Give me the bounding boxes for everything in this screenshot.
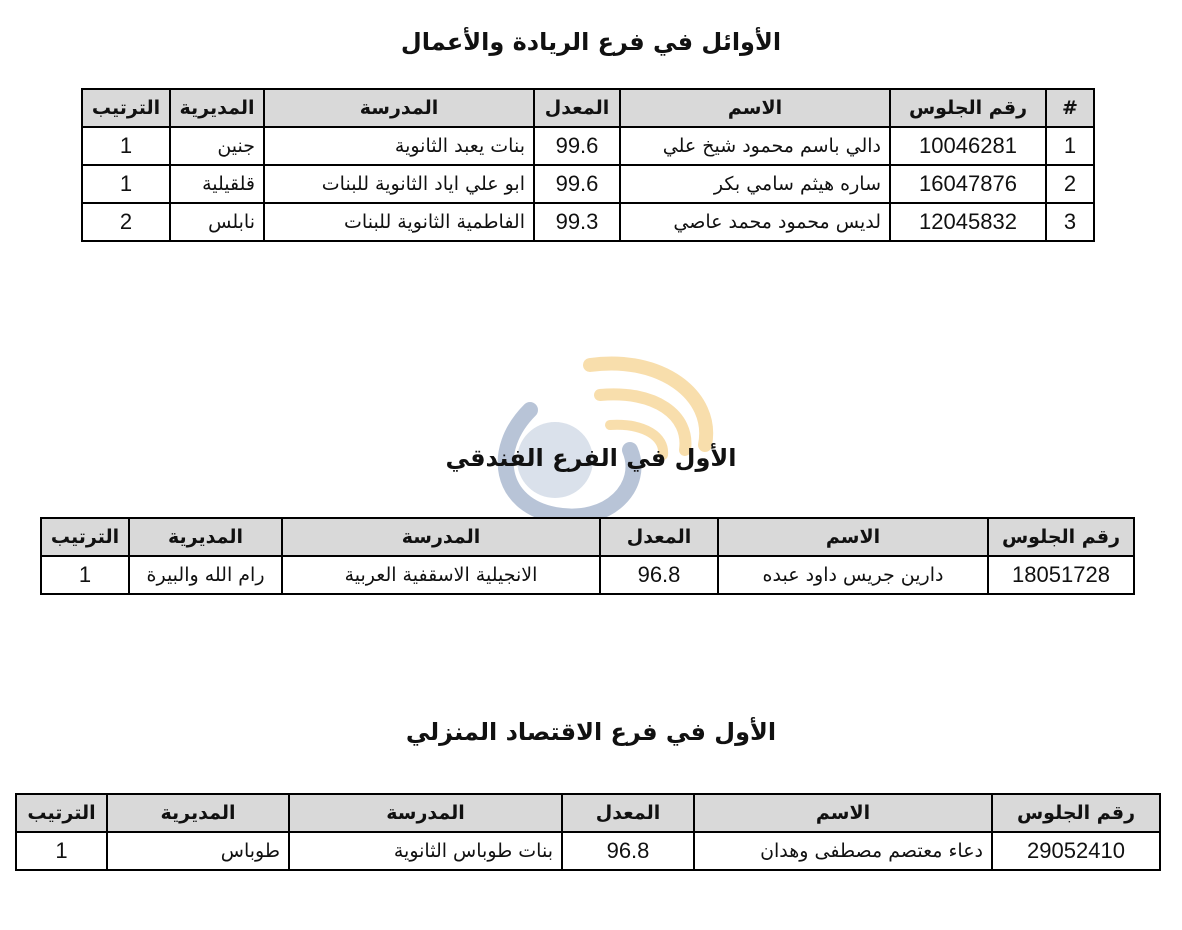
cell-school: الفاطمية الثانوية للبنات bbox=[264, 203, 534, 241]
cell-index: 2 bbox=[1046, 165, 1094, 203]
section-title-hospitality: الأول في الفرع الفندقي bbox=[445, 444, 737, 472]
cell-rank: 2 bbox=[82, 203, 170, 241]
cell-seat-number: 16047876 bbox=[890, 165, 1046, 203]
cell-seat-number: 29052410 bbox=[992, 832, 1160, 870]
col-header-directorate: المديرية bbox=[107, 794, 289, 832]
section-title-entrepreneurship: الأوائل في فرع الريادة والأعمال bbox=[400, 28, 782, 56]
cell-name: دعاء معتصم مصطفى وهدان bbox=[694, 832, 992, 870]
cell-rank: 1 bbox=[16, 832, 107, 870]
cell-seat-number: 18051728 bbox=[988, 556, 1134, 594]
col-header-rank: الترتيب bbox=[41, 518, 129, 556]
col-header-school: المدرسة bbox=[264, 89, 534, 127]
col-header-school: المدرسة bbox=[282, 518, 600, 556]
cell-directorate: نابلس bbox=[170, 203, 264, 241]
cell-name: دالي باسم محمود شيخ علي bbox=[620, 127, 890, 165]
cell-directorate: جنين bbox=[170, 127, 264, 165]
cell-rank: 1 bbox=[41, 556, 129, 594]
cell-rank: 1 bbox=[82, 165, 170, 203]
cell-directorate: طوباس bbox=[107, 832, 289, 870]
col-header-seat-number: رقم الجلوس bbox=[992, 794, 1160, 832]
cell-name: دارين جريس داود عبده bbox=[718, 556, 988, 594]
cell-average: 99.3 bbox=[534, 203, 620, 241]
cell-seat-number: 12045832 bbox=[890, 203, 1046, 241]
table-row bbox=[82, 165, 1094, 203]
col-header-seat-number: رقم الجلوس bbox=[988, 518, 1134, 556]
table-row bbox=[82, 203, 1094, 241]
col-header-average: المعدل bbox=[600, 518, 718, 556]
cell-index: 3 bbox=[1046, 203, 1094, 241]
cell-directorate: قلقيلية bbox=[170, 165, 264, 203]
results-table-entrepreneurship bbox=[81, 88, 1095, 242]
results-table-hospitality bbox=[40, 517, 1135, 595]
cell-average: 99.6 bbox=[534, 165, 620, 203]
results-table-home-economics bbox=[15, 793, 1161, 871]
cell-index: 1 bbox=[1046, 127, 1094, 165]
cell-school: ابو علي اياد الثانوية للبنات bbox=[264, 165, 534, 203]
table-row bbox=[82, 127, 1094, 165]
col-header-name: الاسم bbox=[718, 518, 988, 556]
cell-school: الانجيلية الاسقفية العربية bbox=[282, 556, 600, 594]
col-header-directorate: المديرية bbox=[129, 518, 282, 556]
cell-school: بنات طوباس الثانوية bbox=[289, 832, 562, 870]
table-row bbox=[41, 556, 1134, 594]
cell-name: ساره هيثم سامي بكر bbox=[620, 165, 890, 203]
col-header-seat-number: رقم الجلوس bbox=[890, 89, 1046, 127]
col-header-average: المعدل bbox=[534, 89, 620, 127]
cell-rank: 1 bbox=[82, 127, 170, 165]
col-header-rank: الترتيب bbox=[82, 89, 170, 127]
col-header-index: # bbox=[1046, 89, 1094, 127]
cell-average: 96.8 bbox=[600, 556, 718, 594]
col-header-name: الاسم bbox=[620, 89, 890, 127]
cell-school: بنات يعبد الثانوية bbox=[264, 127, 534, 165]
table-header-row bbox=[41, 518, 1134, 556]
cell-seat-number: 10046281 bbox=[890, 127, 1046, 165]
col-header-directorate: المديرية bbox=[170, 89, 264, 127]
cell-directorate: رام الله والبيرة bbox=[129, 556, 282, 594]
cell-average: 96.8 bbox=[562, 832, 694, 870]
col-header-school: المدرسة bbox=[289, 794, 562, 832]
col-header-average: المعدل bbox=[562, 794, 694, 832]
table-header-row bbox=[16, 794, 1160, 832]
col-header-name: الاسم bbox=[694, 794, 992, 832]
section-title-home-economics: الأول في فرع الاقتصاد المنزلي bbox=[405, 718, 777, 746]
table-header-row bbox=[82, 89, 1094, 127]
cell-name: لديس محمود محمد عاصي bbox=[620, 203, 890, 241]
col-header-rank: الترتيب bbox=[16, 794, 107, 832]
cell-average: 99.6 bbox=[534, 127, 620, 165]
table-row bbox=[16, 832, 1160, 870]
